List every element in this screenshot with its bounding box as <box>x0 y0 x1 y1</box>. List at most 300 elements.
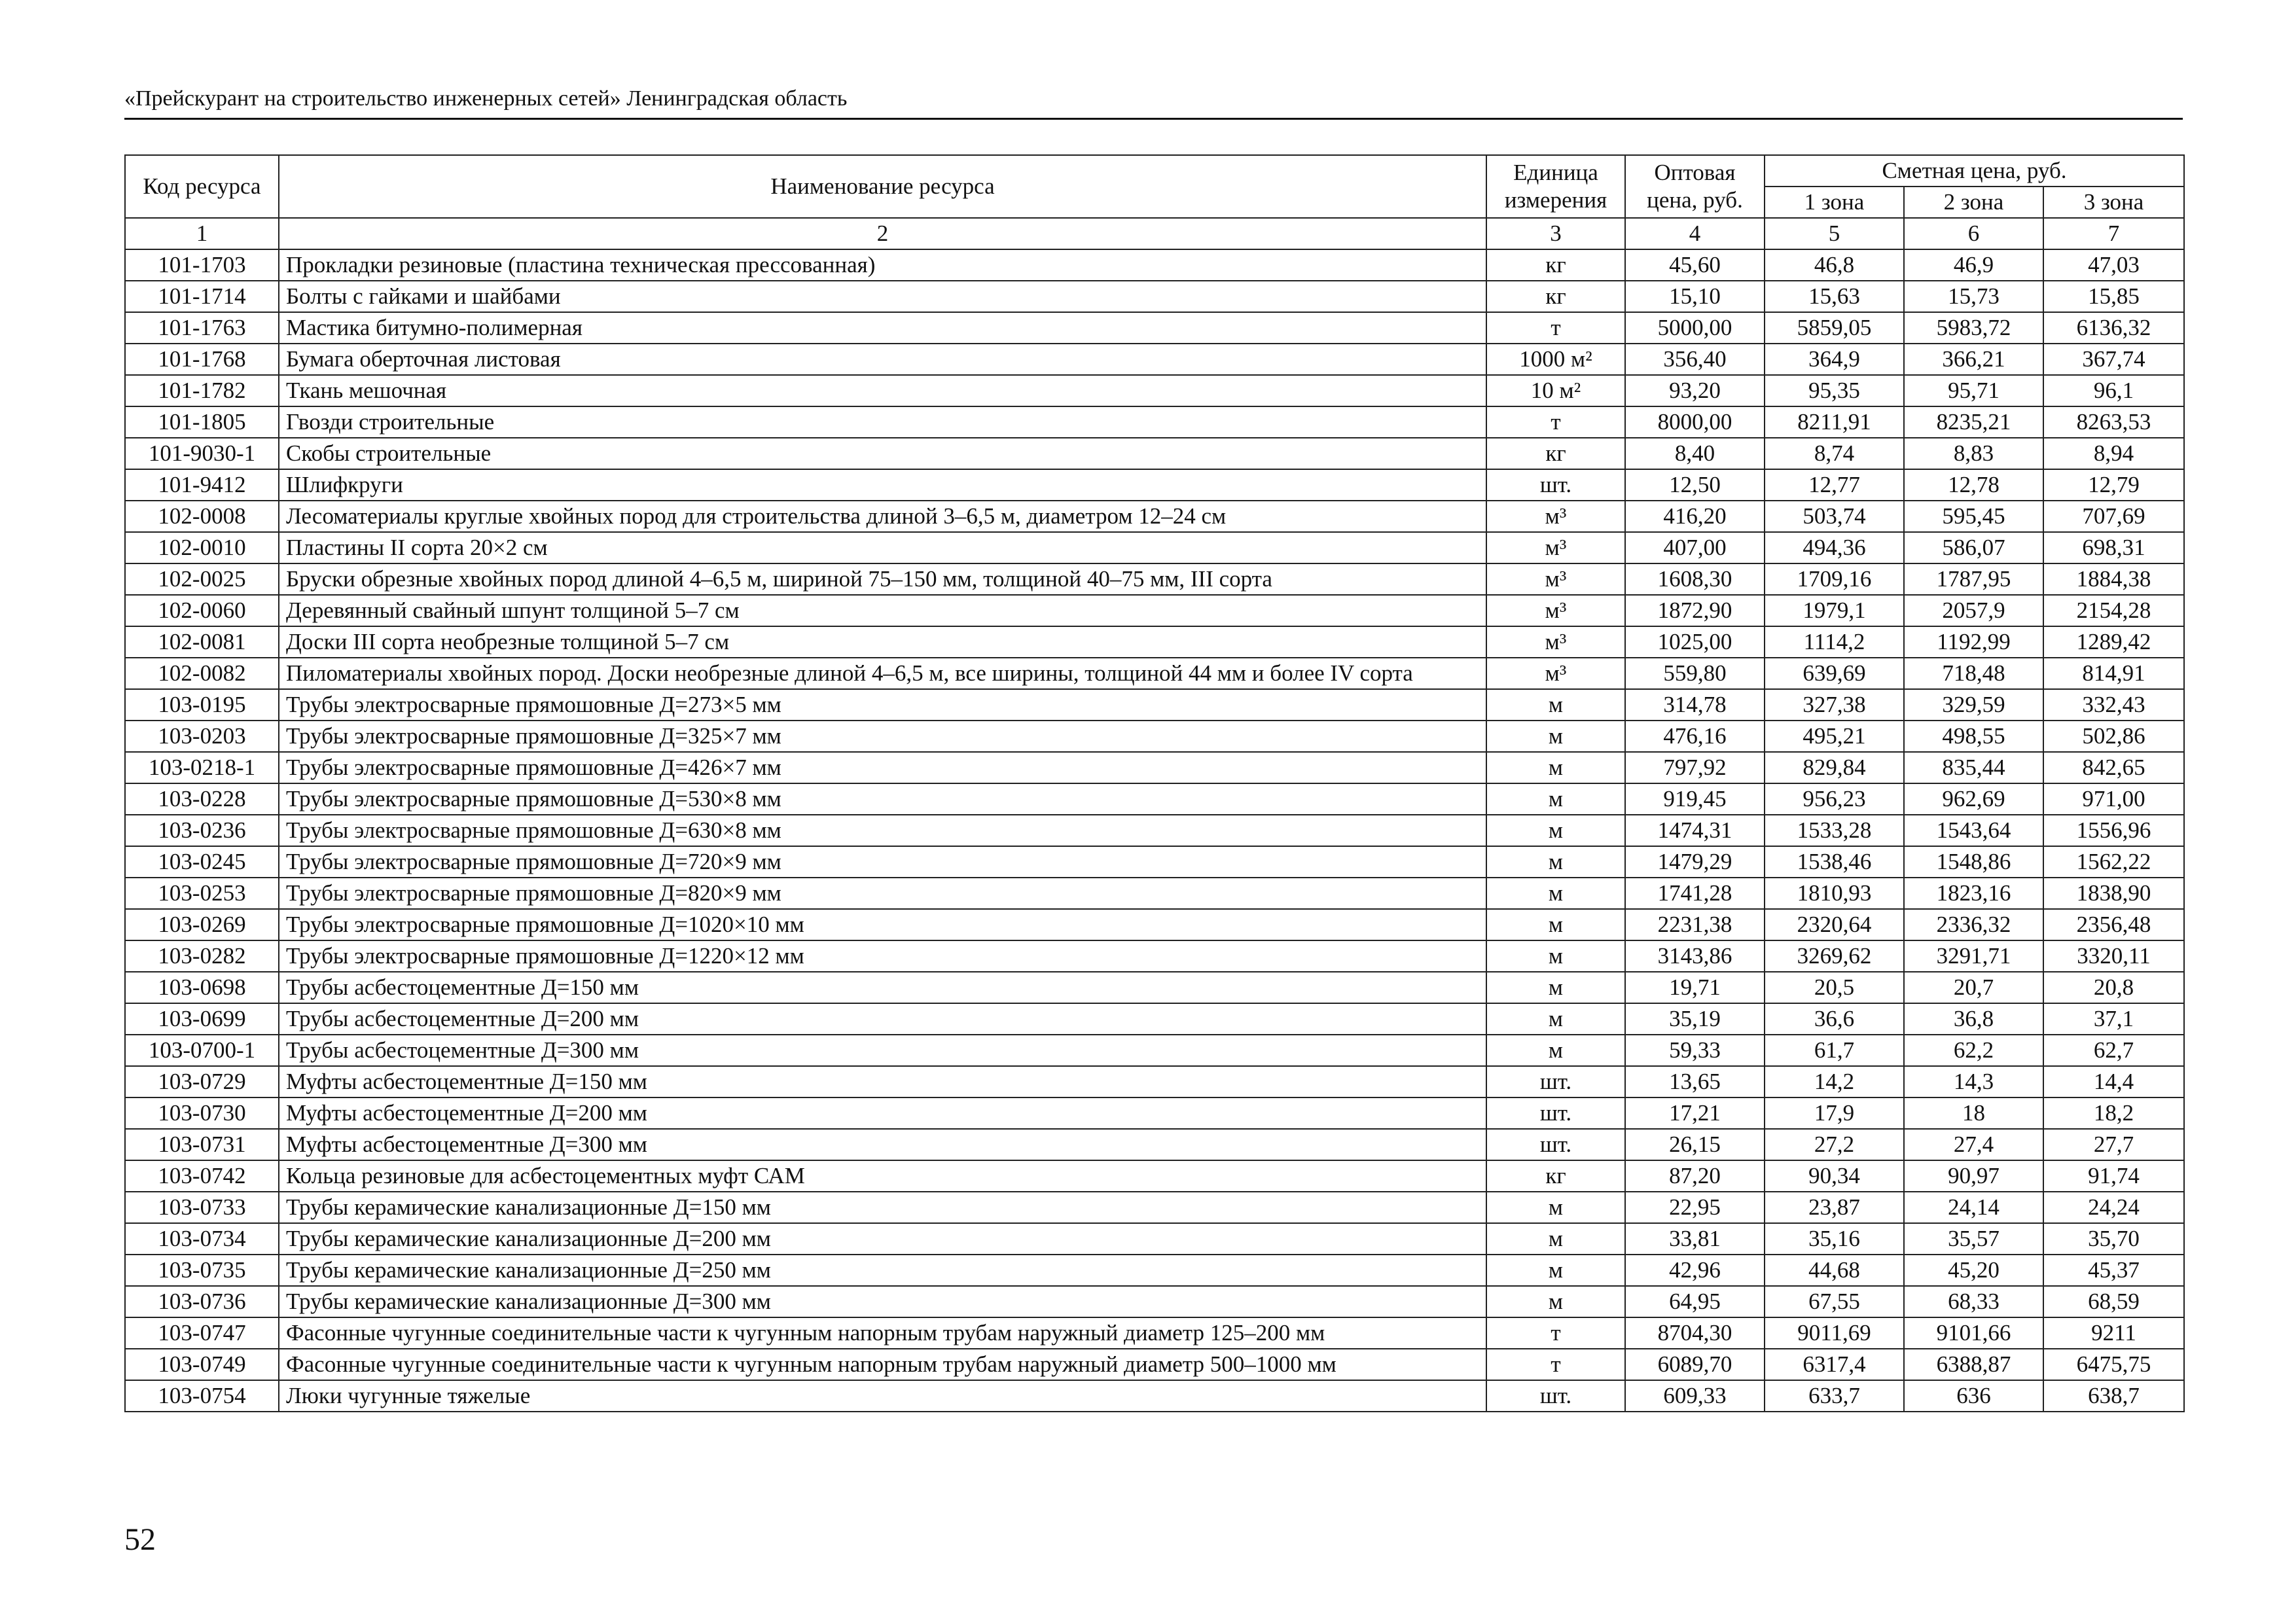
table-row <box>125 312 2184 344</box>
cell-zone-2-price: 2057,9 <box>1904 595 2043 626</box>
table-row <box>125 940 2184 972</box>
cell-wholesale-price: 919,45 <box>1625 783 1765 815</box>
cell-wholesale-price: 26,15 <box>1625 1129 1765 1160</box>
cell-wholesale-price: 2231,38 <box>1625 909 1765 940</box>
cell-name: Муфты асбестоцементные Д=150 мм <box>279 1066 1486 1097</box>
cell-zone-1-price: 20,5 <box>1765 972 1904 1003</box>
table-row <box>125 1192 2184 1223</box>
cell-unit: м <box>1486 815 1625 846</box>
cell-wholesale-price: 64,95 <box>1625 1286 1765 1317</box>
cell-unit: м <box>1486 1255 1625 1286</box>
cell-zone-1-price: 494,36 <box>1765 532 1904 563</box>
cell-unit: кг <box>1486 249 1625 281</box>
cell-unit: кг <box>1486 281 1625 312</box>
cell-zone-1-price: 46,8 <box>1765 249 1904 281</box>
cell-name: Муфты асбестоцементные Д=300 мм <box>279 1129 1486 1160</box>
cell-zone-3-price: 6475,75 <box>2043 1349 2184 1380</box>
cell-code: 103-0245 <box>125 846 279 878</box>
cell-zone-2-price: 24,14 <box>1904 1192 2043 1223</box>
table-row <box>125 1035 2184 1066</box>
cell-zone-1-price: 1538,46 <box>1765 846 1904 878</box>
cell-unit: м³ <box>1486 626 1625 658</box>
cell-zone-2-price: 95,71 <box>1904 375 2043 406</box>
cell-zone-3-price: 332,43 <box>2043 689 2184 721</box>
cell-zone-3-price: 91,74 <box>2043 1160 2184 1192</box>
cell-name: Шлифкруги <box>279 469 1486 501</box>
cell-wholesale-price: 1479,29 <box>1625 846 1765 878</box>
cell-name: Трубы керамические канализационные Д=150 мм <box>279 1192 1486 1223</box>
cell-zone-1-price: 23,87 <box>1765 1192 1904 1223</box>
cell-code: 103-0195 <box>125 689 279 721</box>
cell-zone-3-price: 12,79 <box>2043 469 2184 501</box>
column-number: 3 <box>1486 218 1625 249</box>
cell-unit: м <box>1486 721 1625 752</box>
cell-zone-3-price: 9211 <box>2043 1317 2184 1349</box>
cell-wholesale-price: 13,65 <box>1625 1066 1765 1097</box>
cell-zone-1-price: 35,16 <box>1765 1223 1904 1255</box>
cell-unit: шт. <box>1486 1097 1625 1129</box>
cell-zone-3-price: 1884,38 <box>2043 563 2184 595</box>
cell-code: 103-0699 <box>125 1003 279 1035</box>
cell-wholesale-price: 8704,30 <box>1625 1317 1765 1349</box>
cell-name: Трубы асбестоцементные Д=150 мм <box>279 972 1486 1003</box>
cell-zone-3-price: 8,94 <box>2043 438 2184 469</box>
cell-wholesale-price: 22,95 <box>1625 1192 1765 1223</box>
cell-zone-2-price: 14,3 <box>1904 1066 2043 1097</box>
cell-unit: м <box>1486 783 1625 815</box>
cell-code: 103-0698 <box>125 972 279 1003</box>
table-row <box>125 375 2184 406</box>
cell-name: Деревянный свайный шпунт толщиной 5–7 см <box>279 595 1486 626</box>
cell-zone-3-price: 45,37 <box>2043 1255 2184 1286</box>
cell-zone-3-price: 1838,90 <box>2043 878 2184 909</box>
cell-code: 103-0218-1 <box>125 752 279 783</box>
cell-zone-3-price: 27,7 <box>2043 1129 2184 1160</box>
cell-unit: м <box>1486 1286 1625 1317</box>
cell-wholesale-price: 1741,28 <box>1625 878 1765 909</box>
cell-zone-3-price: 502,86 <box>2043 721 2184 752</box>
cell-zone-2-price: 18 <box>1904 1097 2043 1129</box>
cell-zone-3-price: 18,2 <box>2043 1097 2184 1129</box>
col-header-code: Код ресурса <box>125 155 279 218</box>
cell-zone-3-price: 638,7 <box>2043 1380 2184 1412</box>
cell-unit: м³ <box>1486 501 1625 532</box>
cell-name: Трубы электросварные прямошовные Д=820×9 мм <box>279 878 1486 909</box>
cell-name: Мастика битумно-полимерная <box>279 312 1486 344</box>
cell-wholesale-price: 416,20 <box>1625 501 1765 532</box>
cell-name: Гвозди строительные <box>279 406 1486 438</box>
cell-zone-1-price: 44,68 <box>1765 1255 1904 1286</box>
cell-zone-3-price: 8263,53 <box>2043 406 2184 438</box>
cell-wholesale-price: 33,81 <box>1625 1223 1765 1255</box>
cell-zone-2-price: 1823,16 <box>1904 878 2043 909</box>
cell-zone-1-price: 1709,16 <box>1765 563 1904 595</box>
cell-zone-2-price: 90,97 <box>1904 1160 2043 1192</box>
cell-unit: м³ <box>1486 563 1625 595</box>
col-header-name: Наименование ресурса <box>279 155 1486 218</box>
cell-zone-1-price: 364,9 <box>1765 344 1904 375</box>
cell-name: Болты с гайками и шайбами <box>279 281 1486 312</box>
cell-zone-2-price: 2336,32 <box>1904 909 2043 940</box>
cell-unit: м <box>1486 940 1625 972</box>
cell-zone-1-price: 1114,2 <box>1765 626 1904 658</box>
cell-zone-2-price: 45,20 <box>1904 1255 2043 1286</box>
cell-wholesale-price: 59,33 <box>1625 1035 1765 1066</box>
cell-name: Пластины II сорта 20×2 см <box>279 532 1486 563</box>
cell-zone-1-price: 9011,69 <box>1765 1317 1904 1349</box>
cell-zone-2-price: 3291,71 <box>1904 940 2043 972</box>
price-table <box>124 154 2185 1412</box>
cell-unit: м <box>1486 972 1625 1003</box>
column-number: 2 <box>279 218 1486 249</box>
col-header-zone-1: 1 зона <box>1765 187 1904 218</box>
cell-zone-1-price: 2320,64 <box>1765 909 1904 940</box>
cell-zone-1-price: 1810,93 <box>1765 878 1904 909</box>
table-row <box>125 1003 2184 1035</box>
cell-code: 103-0700-1 <box>125 1035 279 1066</box>
cell-zone-3-price: 707,69 <box>2043 501 2184 532</box>
cell-code: 101-1805 <box>125 406 279 438</box>
cell-zone-1-price: 90,34 <box>1765 1160 1904 1192</box>
cell-zone-1-price: 8211,91 <box>1765 406 1904 438</box>
table-row <box>125 1380 2184 1412</box>
cell-zone-2-price: 586,07 <box>1904 532 2043 563</box>
cell-zone-1-price: 61,7 <box>1765 1035 1904 1066</box>
cell-name: Трубы электросварные прямошовные Д=720×9 мм <box>279 846 1486 878</box>
table-row <box>125 783 2184 815</box>
col-header-zone-2: 2 зона <box>1904 187 2043 218</box>
cell-code: 102-0060 <box>125 595 279 626</box>
cell-unit: кг <box>1486 438 1625 469</box>
table-header <box>125 155 2184 249</box>
cell-zone-1-price: 14,2 <box>1765 1066 1904 1097</box>
cell-zone-2-price: 329,59 <box>1904 689 2043 721</box>
cell-wholesale-price: 17,21 <box>1625 1097 1765 1129</box>
cell-name: Люки чугунные тяжелые <box>279 1380 1486 1412</box>
cell-code: 101-1763 <box>125 312 279 344</box>
cell-wholesale-price: 8000,00 <box>1625 406 1765 438</box>
cell-name: Трубы электросварные прямошовные Д=1220×12 мм <box>279 940 1486 972</box>
cell-wholesale-price: 1474,31 <box>1625 815 1765 846</box>
cell-unit: м <box>1486 752 1625 783</box>
cell-code: 102-0025 <box>125 563 279 595</box>
cell-zone-1-price: 27,2 <box>1765 1129 1904 1160</box>
cell-name: Трубы керамические канализационные Д=250 мм <box>279 1255 1486 1286</box>
cell-wholesale-price: 35,19 <box>1625 1003 1765 1035</box>
cell-unit: м <box>1486 1035 1625 1066</box>
table-row <box>125 1129 2184 1160</box>
cell-unit: т <box>1486 312 1625 344</box>
table-row <box>125 1317 2184 1349</box>
table-row <box>125 658 2184 689</box>
cell-zone-2-price: 962,69 <box>1904 783 2043 815</box>
cell-zone-3-price: 96,1 <box>2043 375 2184 406</box>
cell-code: 103-0742 <box>125 1160 279 1192</box>
cell-name: Трубы электросварные прямошовные Д=630×8 мм <box>279 815 1486 846</box>
cell-wholesale-price: 19,71 <box>1625 972 1765 1003</box>
col-header-unit: Единица измерения <box>1486 155 1625 218</box>
cell-wholesale-price: 797,92 <box>1625 752 1765 783</box>
cell-zone-2-price: 68,33 <box>1904 1286 2043 1317</box>
cell-zone-2-price: 498,55 <box>1904 721 2043 752</box>
cell-name: Трубы электросварные прямошовные Д=426×7 мм <box>279 752 1486 783</box>
cell-name: Муфты асбестоцементные Д=200 мм <box>279 1097 1486 1129</box>
cell-unit: шт. <box>1486 1129 1625 1160</box>
cell-zone-2-price: 595,45 <box>1904 501 2043 532</box>
cell-name: Бруски обрезные хвойных пород длиной 4–6,5 м, шириной 75–150 мм, толщиной 40–75 мм, III сорта <box>279 563 1486 595</box>
table-row <box>125 249 2184 281</box>
cell-zone-3-price: 2154,28 <box>2043 595 2184 626</box>
cell-zone-3-price: 1556,96 <box>2043 815 2184 846</box>
cell-name: Пиломатериалы хвойных пород. Доски необрезные длиной 4–6,5 м, все ширины, толщиной 44 мм и более IV сорта <box>279 658 1486 689</box>
table-row <box>125 1255 2184 1286</box>
cell-wholesale-price: 1025,00 <box>1625 626 1765 658</box>
table-body <box>125 249 2184 1412</box>
cell-name: Ткань мешочная <box>279 375 1486 406</box>
cell-name: Трубы керамические канализационные Д=200 мм <box>279 1223 1486 1255</box>
cell-zone-2-price: 718,48 <box>1904 658 2043 689</box>
cell-zone-1-price: 12,77 <box>1765 469 1904 501</box>
cell-code: 102-0082 <box>125 658 279 689</box>
cell-unit: м³ <box>1486 658 1625 689</box>
cell-wholesale-price: 12,50 <box>1625 469 1765 501</box>
cell-wholesale-price: 314,78 <box>1625 689 1765 721</box>
cell-unit: шт. <box>1486 1380 1625 1412</box>
cell-name: Доски III сорта необрезные толщиной 5–7 см <box>279 626 1486 658</box>
cell-zone-2-price: 366,21 <box>1904 344 2043 375</box>
cell-zone-3-price: 6136,32 <box>2043 312 2184 344</box>
cell-code: 103-0236 <box>125 815 279 846</box>
cell-unit: 10 м² <box>1486 375 1625 406</box>
cell-code: 102-0081 <box>125 626 279 658</box>
cell-zone-2-price: 8235,21 <box>1904 406 2043 438</box>
cell-code: 103-0253 <box>125 878 279 909</box>
cell-zone-1-price: 67,55 <box>1765 1286 1904 1317</box>
cell-zone-2-price: 12,78 <box>1904 469 2043 501</box>
cell-unit: м <box>1486 689 1625 721</box>
cell-code: 102-0010 <box>125 532 279 563</box>
column-number: 4 <box>1625 218 1765 249</box>
cell-wholesale-price: 1872,90 <box>1625 595 1765 626</box>
cell-zone-3-price: 814,91 <box>2043 658 2184 689</box>
table-row <box>125 972 2184 1003</box>
cell-unit: м <box>1486 909 1625 940</box>
cell-zone-1-price: 639,69 <box>1765 658 1904 689</box>
cell-unit: т <box>1486 406 1625 438</box>
column-numbering-row <box>125 218 2184 249</box>
table-row <box>125 532 2184 563</box>
cell-zone-3-price: 47,03 <box>2043 249 2184 281</box>
table-row <box>125 595 2184 626</box>
cell-name: Трубы асбестоцементные Д=200 мм <box>279 1003 1486 1035</box>
cell-zone-1-price: 633,7 <box>1765 1380 1904 1412</box>
cell-name: Фасонные чугунные соединительные части к чугунным напорным трубам наружный диаметр 500–1000 мм <box>279 1349 1486 1380</box>
cell-zone-1-price: 1979,1 <box>1765 595 1904 626</box>
col-header-estimate: Сметная цена, руб. <box>1765 155 2184 187</box>
cell-wholesale-price: 407,00 <box>1625 532 1765 563</box>
cell-wholesale-price: 93,20 <box>1625 375 1765 406</box>
cell-unit: м <box>1486 1192 1625 1223</box>
cell-name: Бумага оберточная листовая <box>279 344 1486 375</box>
column-number: 5 <box>1765 218 1904 249</box>
cell-code: 103-0754 <box>125 1380 279 1412</box>
cell-code: 103-0729 <box>125 1066 279 1097</box>
cell-zone-2-price: 835,44 <box>1904 752 2043 783</box>
cell-zone-1-price: 503,74 <box>1765 501 1904 532</box>
cell-zone-2-price: 9101,66 <box>1904 1317 2043 1349</box>
cell-zone-2-price: 46,9 <box>1904 249 2043 281</box>
cell-zone-3-price: 62,7 <box>2043 1035 2184 1066</box>
cell-zone-1-price: 95,35 <box>1765 375 1904 406</box>
cell-zone-2-price: 6388,87 <box>1904 1349 2043 1380</box>
table-row <box>125 878 2184 909</box>
table-row <box>125 1223 2184 1255</box>
cell-zone-3-price: 1562,22 <box>2043 846 2184 878</box>
cell-code: 103-0269 <box>125 909 279 940</box>
cell-zone-1-price: 15,63 <box>1765 281 1904 312</box>
cell-zone-3-price: 842,65 <box>2043 752 2184 783</box>
cell-code: 101-9030-1 <box>125 438 279 469</box>
cell-code: 101-1714 <box>125 281 279 312</box>
cell-wholesale-price: 42,96 <box>1625 1255 1765 1286</box>
cell-zone-2-price: 1548,86 <box>1904 846 2043 878</box>
cell-code: 101-1768 <box>125 344 279 375</box>
cell-wholesale-price: 5000,00 <box>1625 312 1765 344</box>
cell-name: Лесоматериалы круглые хвойных пород для строительства длиной 3–6,5 м, диаметром 12–24 см <box>279 501 1486 532</box>
cell-unit: т <box>1486 1349 1625 1380</box>
cell-zone-1-price: 3269,62 <box>1765 940 1904 972</box>
table-row <box>125 344 2184 375</box>
cell-name: Трубы электросварные прямошовные Д=325×7 мм <box>279 721 1486 752</box>
cell-wholesale-price: 356,40 <box>1625 344 1765 375</box>
table-row <box>125 721 2184 752</box>
cell-unit: т <box>1486 1317 1625 1349</box>
cell-unit: м <box>1486 1003 1625 1035</box>
cell-name: Трубы электросварные прямошовные Д=530×8 мм <box>279 783 1486 815</box>
table-row <box>125 1349 2184 1380</box>
cell-zone-3-price: 37,1 <box>2043 1003 2184 1035</box>
cell-zone-2-price: 36,8 <box>1904 1003 2043 1035</box>
cell-unit: м³ <box>1486 595 1625 626</box>
cell-wholesale-price: 1608,30 <box>1625 563 1765 595</box>
cell-zone-2-price: 1192,99 <box>1904 626 2043 658</box>
cell-code: 101-9412 <box>125 469 279 501</box>
cell-code: 103-0730 <box>125 1097 279 1129</box>
cell-zone-1-price: 327,38 <box>1765 689 1904 721</box>
cell-unit: м <box>1486 846 1625 878</box>
column-number: 1 <box>125 218 279 249</box>
table-row <box>125 1286 2184 1317</box>
cell-code: 103-0747 <box>125 1317 279 1349</box>
table-row <box>125 406 2184 438</box>
table-row <box>125 1097 2184 1129</box>
column-number: 6 <box>1904 218 2043 249</box>
cell-zone-2-price: 35,57 <box>1904 1223 2043 1255</box>
column-number: 7 <box>2043 218 2184 249</box>
cell-zone-3-price: 35,70 <box>2043 1223 2184 1255</box>
cell-wholesale-price: 609,33 <box>1625 1380 1765 1412</box>
cell-unit: 1000 м² <box>1486 344 1625 375</box>
table-row <box>125 846 2184 878</box>
cell-code: 103-0282 <box>125 940 279 972</box>
cell-name: Трубы электросварные прямошовные Д=1020×10 мм <box>279 909 1486 940</box>
cell-code: 103-0735 <box>125 1255 279 1286</box>
cell-wholesale-price: 559,80 <box>1625 658 1765 689</box>
cell-name: Трубы электросварные прямошовные Д=273×5 мм <box>279 689 1486 721</box>
cell-unit: м <box>1486 878 1625 909</box>
cell-zone-2-price: 1787,95 <box>1904 563 2043 595</box>
cell-code: 103-0731 <box>125 1129 279 1160</box>
cell-code: 101-1782 <box>125 375 279 406</box>
cell-zone-3-price: 1289,42 <box>2043 626 2184 658</box>
cell-code: 103-0733 <box>125 1192 279 1223</box>
cell-zone-3-price: 971,00 <box>2043 783 2184 815</box>
cell-zone-1-price: 956,23 <box>1765 783 1904 815</box>
cell-zone-1-price: 495,21 <box>1765 721 1904 752</box>
cell-wholesale-price: 87,20 <box>1625 1160 1765 1192</box>
table-row <box>125 1160 2184 1192</box>
cell-zone-1-price: 5859,05 <box>1765 312 1904 344</box>
cell-code: 103-0736 <box>125 1286 279 1317</box>
cell-zone-3-price: 698,31 <box>2043 532 2184 563</box>
cell-zone-2-price: 27,4 <box>1904 1129 2043 1160</box>
cell-unit: шт. <box>1486 1066 1625 1097</box>
cell-zone-1-price: 1533,28 <box>1765 815 1904 846</box>
cell-zone-2-price: 5983,72 <box>1904 312 2043 344</box>
cell-zone-1-price: 17,9 <box>1765 1097 1904 1129</box>
cell-unit: кг <box>1486 1160 1625 1192</box>
cell-wholesale-price: 15,10 <box>1625 281 1765 312</box>
col-header-wholesale: Оптовая цена, руб. <box>1625 155 1765 218</box>
cell-zone-1-price: 36,6 <box>1765 1003 1904 1035</box>
table-row <box>125 563 2184 595</box>
cell-unit: м <box>1486 1223 1625 1255</box>
cell-zone-2-price: 62,2 <box>1904 1035 2043 1066</box>
cell-zone-2-price: 20,7 <box>1904 972 2043 1003</box>
cell-zone-2-price: 15,73 <box>1904 281 2043 312</box>
cell-code: 102-0008 <box>125 501 279 532</box>
cell-name: Скобы строительные <box>279 438 1486 469</box>
cell-zone-3-price: 2356,48 <box>2043 909 2184 940</box>
cell-zone-3-price: 20,8 <box>2043 972 2184 1003</box>
cell-zone-1-price: 6317,4 <box>1765 1349 1904 1380</box>
cell-code: 103-0228 <box>125 783 279 815</box>
cell-name: Трубы асбестоцементные Д=300 мм <box>279 1035 1486 1066</box>
cell-name: Прокладки резиновые (пластина техническая прессованная) <box>279 249 1486 281</box>
cell-zone-2-price: 636 <box>1904 1380 2043 1412</box>
cell-code: 103-0203 <box>125 721 279 752</box>
page-number: 52 <box>124 1522 156 1557</box>
cell-zone-3-price: 24,24 <box>2043 1192 2184 1223</box>
table-row <box>125 501 2184 532</box>
table-row <box>125 438 2184 469</box>
cell-unit: шт. <box>1486 469 1625 501</box>
cell-zone-3-price: 68,59 <box>2043 1286 2184 1317</box>
cell-wholesale-price: 8,40 <box>1625 438 1765 469</box>
cell-name: Фасонные чугунные соединительные части к чугунным напорным трубам наружный диаметр 125–200 мм <box>279 1317 1486 1349</box>
table-row <box>125 469 2184 501</box>
cell-zone-1-price: 8,74 <box>1765 438 1904 469</box>
cell-wholesale-price: 45,60 <box>1625 249 1765 281</box>
cell-code: 101-1703 <box>125 249 279 281</box>
cell-zone-3-price: 3320,11 <box>2043 940 2184 972</box>
document-header: «Прейскурант на строительство инженерных сетей» Ленинградская область <box>124 84 2183 120</box>
cell-name: Кольца резиновые для асбестоцементных муфт САМ <box>279 1160 1486 1192</box>
cell-code: 103-0734 <box>125 1223 279 1255</box>
table-row <box>125 626 2184 658</box>
cell-zone-3-price: 367,74 <box>2043 344 2184 375</box>
cell-zone-2-price: 8,83 <box>1904 438 2043 469</box>
